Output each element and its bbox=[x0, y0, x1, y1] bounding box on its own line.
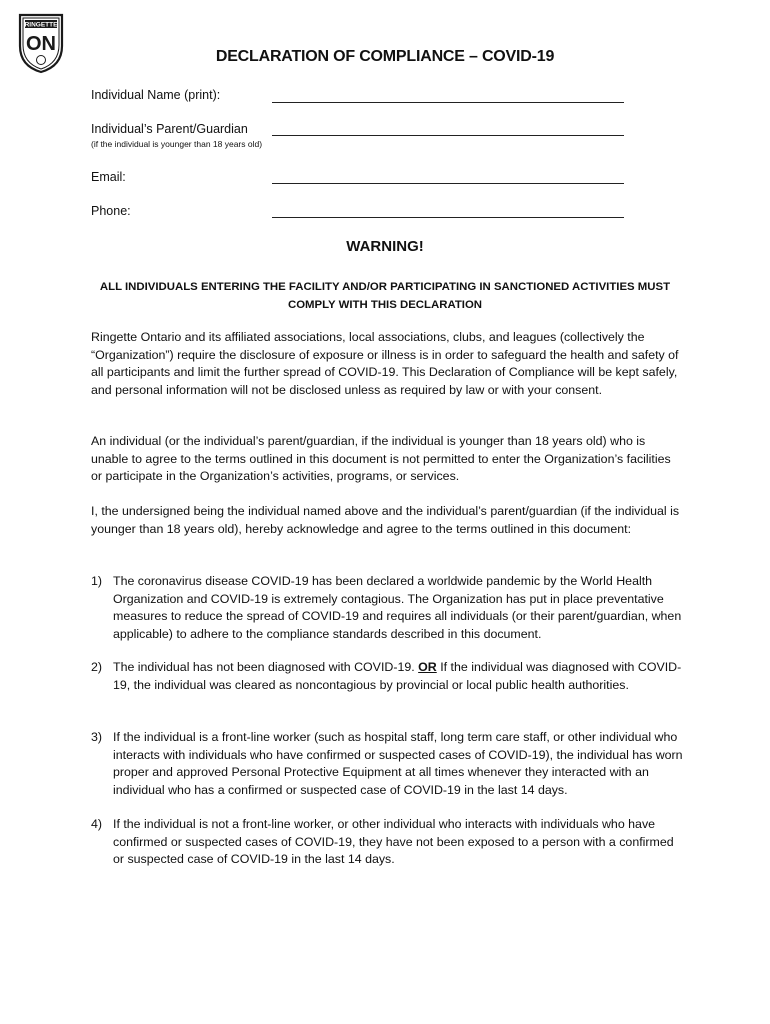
item-text: If the individual is not a front-line worker, or other individual who interacts with individuals who have confirmed or suspected cases of COVID-19, they have not been exposed to a person with a confirmed or suspected case of COVID-19 in the last 14 days. bbox=[113, 817, 674, 866]
email-label: Email: bbox=[91, 170, 126, 184]
item-number: 1) bbox=[91, 574, 103, 588]
logo-top-text: RINGETTE bbox=[24, 21, 58, 29]
guardian-field[interactable] bbox=[272, 134, 624, 136]
paragraph-intro: Ringette Ontario and its affiliated associations, local associations, clubs, and leagues (collectively the “Organization”) require the disclosure of exposure or illness is in order to safeguard the health and safety of all participants and limit the further spread of COVID-19. This Declaration of Compliance will be kept safely, and personal information will not be disclosed unless as required by law or with your consent. bbox=[91, 330, 679, 397]
guardian-note: (if the individual is younger than 18 years old) bbox=[91, 139, 263, 149]
guardian-label: Individual’s Parent/Guardian bbox=[91, 122, 248, 136]
item-text-a: The individual has not been diagnosed with COVID-19. bbox=[113, 660, 415, 674]
document-title: DECLARATION OF COMPLIANCE – COVID-19 bbox=[215, 48, 555, 65]
item-number: 3) bbox=[91, 730, 103, 744]
item-text bbox=[113, 659, 683, 694]
name-field[interactable] bbox=[272, 101, 624, 103]
item-text-b: If the individual was diagnosed with COVID-19, the individual was cleared as noncontagious by provincial or local public health authorities. bbox=[113, 660, 682, 692]
phone-label: Phone: bbox=[91, 204, 131, 218]
or-emphasis: OR bbox=[418, 660, 437, 674]
list-item bbox=[91, 816, 683, 869]
item-text: The coronavirus disease COVID-19 has been declared a worldwide pandemic by the World Health Organization and COVID-19 is extremely contagious. The Organization has put in place preventative measures to reduce the spread of COVID-19 and requires all individuals (or their parent/guardian, when applicable) to adhere to the compliance standards described in this document. bbox=[113, 574, 682, 641]
list-item bbox=[91, 729, 683, 799]
name-label: Individual Name (print): bbox=[91, 88, 221, 102]
compliance-notice: ALL INDIVIDUALS ENTERING THE FACILITY AND/OR PARTICIPATING IN SANCTIONED ACTIVITIES MUST COMPLY WITH THIS DECLARATION bbox=[99, 281, 671, 311]
item-number: 4) bbox=[91, 817, 103, 831]
item-text: If the individual is a front-line worker (such as hospital staff, long term care staff, or other individual who interacts with individuals who have confirmed or suspected cases of COVID-19), the individual has worn proper and approved Personal Protective Equipment at all times whenever they interacted with an individual who has a confirmed or suspected case of COVID-19 in the last 14 days. bbox=[113, 730, 683, 797]
logo-monogram: ON bbox=[26, 33, 56, 55]
phone-field[interactable] bbox=[272, 216, 624, 218]
list-item bbox=[91, 659, 683, 694]
paragraph-acknowledgement: I, the undersigned being the individual named above and the individual’s parent/guardian (if the individual is younger than 18 years old), hereby acknowledge and agree to the terms outlined in this document: bbox=[91, 504, 680, 536]
item-number: 2) bbox=[91, 660, 103, 674]
email-field[interactable] bbox=[272, 182, 624, 184]
paragraph-eligibility: An individual (or the individual’s parent/guardian, if the individual is younger than 18 years old) who is unable to agree to the terms outlined in this document is not permitted to enter the Organization’s facilities or participate in the Organization’s activities, programs, or services. bbox=[91, 434, 671, 483]
warning-heading: WARNING! bbox=[346, 238, 424, 255]
list-item bbox=[91, 573, 683, 643]
